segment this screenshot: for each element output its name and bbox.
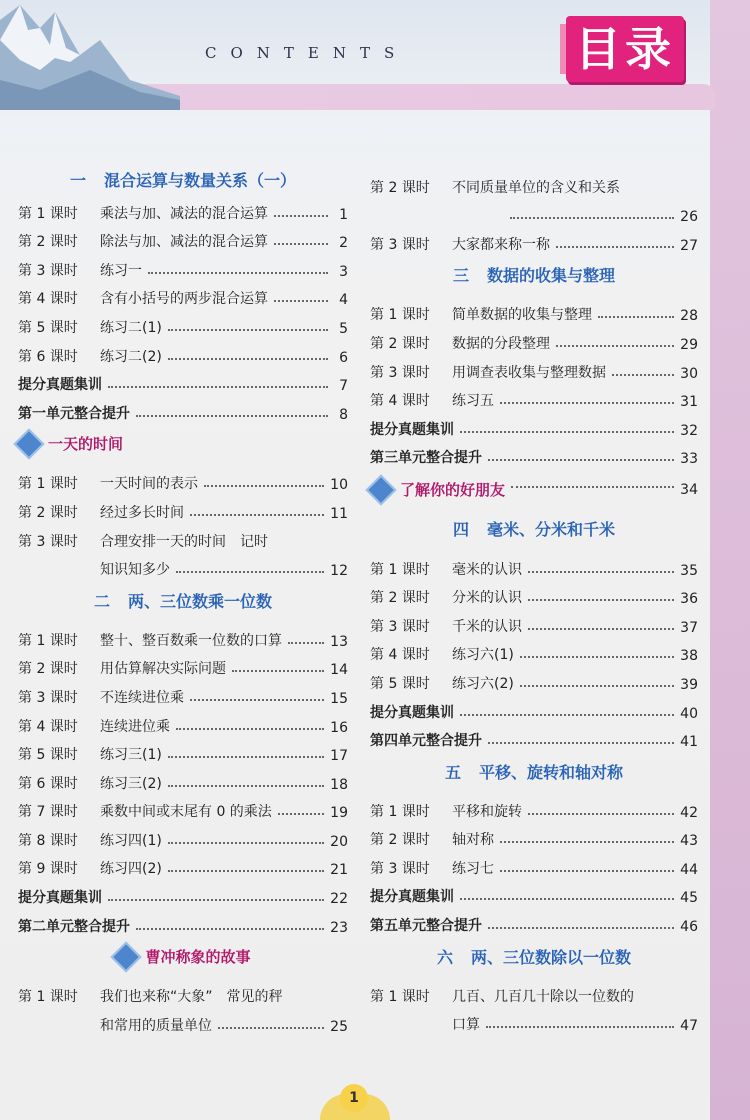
toc-entry[interactable]	[18, 223, 348, 252]
entry-title: 毫米的认识	[452, 561, 522, 578]
right-border-decoration	[710, 0, 750, 1120]
unit-title: 混合运算与数量关系（一）	[104, 171, 297, 190]
lesson-number: 第 1 课时	[370, 561, 430, 578]
page-ref: 36	[680, 591, 698, 608]
entry-title: 提分真题集训	[18, 890, 102, 907]
entry-title: 第四单元整合提升	[370, 733, 482, 750]
page-ref: 15	[330, 690, 348, 707]
page-ref: 26	[680, 209, 698, 226]
dot-leader	[460, 430, 674, 433]
unit-number: 二	[93, 591, 110, 611]
entry-title: 练习一	[100, 262, 142, 279]
unit-number: 五	[444, 762, 461, 782]
page-ref: 18	[330, 776, 348, 793]
entry-title: 平移和旋转	[452, 803, 522, 820]
toc-entry[interactable]	[370, 607, 698, 636]
dot-leader	[556, 344, 674, 347]
page-ref: 17	[330, 748, 348, 765]
unit-number: 一	[69, 171, 86, 190]
page-ref: 30	[680, 365, 698, 382]
dot-leader	[232, 669, 324, 672]
entry-title: 练习七	[452, 860, 494, 877]
toc-entry[interactable]	[18, 678, 348, 707]
dot-leader	[511, 485, 674, 488]
entry-title: 合理安排一天的时间 记时	[100, 533, 268, 550]
entry-title: 用估算解决实际问题	[100, 661, 226, 678]
toc-entry-continuation[interactable]	[18, 551, 348, 580]
dot-leader	[510, 216, 674, 219]
lesson-number: 第 5 课时	[370, 675, 430, 692]
toc-entry[interactable]	[370, 382, 698, 411]
page-ref: 2	[339, 235, 348, 252]
contents-heading: CONTENTS	[205, 44, 409, 62]
unit-heading	[18, 168, 348, 194]
lesson-number: 第 1 课时	[18, 205, 78, 222]
entry-title: 练习四(1)	[100, 832, 162, 849]
dot-leader	[168, 328, 328, 331]
page-ref: 27	[680, 237, 698, 254]
entry-title: 练习六(2)	[452, 675, 514, 692]
page-ref: 12	[330, 563, 348, 580]
entry-title: 分米的认识	[452, 590, 522, 607]
page-ref: 25	[330, 1018, 348, 1035]
page-ref: 40	[680, 705, 698, 722]
lesson-number: 第 2 课时	[18, 234, 78, 251]
toc-entry[interactable]	[18, 251, 348, 280]
toc-entry[interactable]	[370, 296, 698, 325]
lesson-number: 第 9 课时	[18, 861, 78, 878]
dot-leader	[500, 840, 674, 843]
lesson-number: 第 2 课时	[18, 661, 78, 678]
page-ref: 22	[330, 891, 348, 908]
toc-entry[interactable]	[370, 664, 698, 693]
dot-leader	[528, 570, 674, 573]
dot-leader	[274, 214, 328, 217]
toc-entry[interactable]	[18, 280, 348, 309]
dot-leader	[168, 841, 324, 844]
dot-leader	[148, 271, 328, 274]
dot-leader	[168, 784, 324, 787]
lesson-number: 第 1 课时	[18, 476, 78, 493]
entry-title: 千米的认识	[452, 618, 522, 635]
toc-entry[interactable]	[18, 878, 348, 907]
dot-leader	[168, 357, 328, 360]
entry-title: 练习二(2)	[100, 348, 162, 365]
dot-leader	[500, 401, 674, 404]
dot-leader	[488, 458, 674, 461]
lesson-number: 第 3 课时	[18, 262, 78, 279]
entry-title: 整十、整百数乘一位数的口算	[100, 632, 282, 649]
lesson-number: 第 8 课时	[18, 832, 78, 849]
entry-title: 乘法与加、减法的混合运算	[100, 205, 268, 222]
toc-entry[interactable]	[18, 621, 348, 650]
topic-title: 曹冲称象的故事	[145, 948, 251, 967]
lesson-number: 第 3 课时	[370, 364, 430, 381]
lesson-number: 第 3 课时	[370, 236, 430, 253]
entry-title: 知识知多少	[100, 562, 170, 579]
entry-title: 提分真题集训	[18, 377, 102, 394]
lesson-number: 第 4 课时	[370, 647, 430, 664]
entry-title: 提分真题集训	[370, 889, 454, 906]
entry-title: 大家都来称一称	[452, 236, 550, 253]
unit-title: 两、三位数除以一位数	[471, 947, 632, 967]
page-title: 目录	[566, 16, 684, 82]
page-ref: 35	[680, 562, 698, 579]
topic-title: 一天的时间	[48, 435, 124, 454]
lesson-number: 第 5 课时	[18, 747, 78, 764]
page-number: 1	[340, 1084, 368, 1112]
topic-heading[interactable]	[370, 475, 698, 504]
dot-leader	[274, 299, 328, 302]
dot-leader	[288, 641, 324, 644]
toc-entry[interactable]	[18, 907, 348, 936]
entry-title: 乘数中间或末尾有 0 的乘法	[100, 804, 272, 821]
page-ref: 13	[330, 633, 348, 650]
page-ref: 7	[339, 378, 348, 395]
page-ref: 21	[330, 862, 348, 879]
dot-leader	[528, 812, 674, 815]
entry-title: 不连续进位乘	[100, 689, 184, 706]
dot-leader	[528, 598, 674, 601]
page-ref: 31	[680, 394, 698, 411]
toc-entry-continuation[interactable]	[370, 1006, 698, 1035]
entry-title: 练习三(2)	[100, 775, 162, 792]
unit-heading	[370, 935, 698, 977]
entry-title: 提分真题集训	[370, 704, 454, 721]
toc-entry[interactable]	[370, 579, 698, 608]
lesson-number: 第 3 课时	[370, 860, 430, 877]
page-ref: 5	[339, 320, 348, 337]
page-ref: 4	[339, 292, 348, 309]
dot-leader	[528, 627, 674, 630]
page-ref: 16	[330, 719, 348, 736]
diamond-icon	[111, 941, 142, 972]
dot-leader	[612, 373, 674, 376]
page-ref: 38	[680, 648, 698, 665]
page-ref: 11	[330, 505, 348, 522]
dot-leader	[520, 655, 674, 658]
toc-entry[interactable]	[18, 650, 348, 679]
entry-title: 练习二(1)	[100, 319, 162, 336]
dot-leader	[108, 385, 328, 388]
dot-leader	[168, 869, 324, 872]
unit-number: 六	[436, 947, 453, 967]
dot-leader	[274, 242, 328, 245]
dot-leader	[486, 1025, 674, 1028]
lesson-number: 第 3 课时	[370, 618, 430, 635]
toc-entry[interactable]	[18, 764, 348, 793]
dot-leader	[278, 812, 324, 815]
dot-leader	[190, 513, 324, 516]
toc-entry[interactable]	[370, 550, 698, 579]
entry-title: 经过多长时间	[100, 504, 184, 521]
lesson-number: 第 4 课时	[18, 291, 78, 308]
unit-heading	[370, 508, 698, 550]
toc-entry[interactable]	[370, 792, 698, 821]
entry-title: 口算	[452, 1017, 480, 1034]
toc-entry-continuation[interactable]	[18, 1006, 348, 1035]
page-ref: 44	[680, 861, 698, 878]
page-ref: 8	[339, 406, 348, 423]
toc-entry[interactable]	[18, 366, 348, 395]
page-ref: 10	[330, 477, 348, 494]
lesson-number: 第 4 课时	[18, 718, 78, 735]
page-ref: 43	[680, 833, 698, 850]
page-ref: 39	[680, 676, 698, 693]
toc-entry[interactable]	[18, 337, 348, 366]
entry-title: 练习三(1)	[100, 747, 162, 764]
unit-heading	[18, 579, 348, 621]
dot-leader	[136, 414, 328, 417]
entry-title: 轴对称	[452, 832, 494, 849]
dot-leader	[136, 927, 324, 930]
lesson-number: 第 2 课时	[370, 590, 430, 607]
topic-heading[interactable]	[18, 936, 348, 978]
toc-entry[interactable]	[18, 493, 348, 522]
entry-title: 连续进位乘	[100, 718, 170, 735]
topic-title: 了解你的好朋友	[400, 481, 506, 500]
toc-entry[interactable]	[370, 849, 698, 878]
toc-entry[interactable]	[18, 194, 348, 223]
page-ref: 23	[330, 919, 348, 936]
lesson-number: 第 5 课时	[18, 319, 78, 336]
dot-leader	[190, 698, 324, 701]
toc-entry[interactable]	[18, 736, 348, 765]
toc-entry[interactable]	[370, 410, 698, 439]
dot-leader	[500, 869, 674, 872]
toc-entry[interactable]	[18, 978, 348, 1007]
toc-entry[interactable]	[370, 821, 698, 850]
page-ref: 34	[680, 481, 698, 498]
toc-entry[interactable]	[370, 977, 698, 1006]
toc-entry[interactable]	[370, 906, 698, 935]
entry-title: 练习六(1)	[452, 647, 514, 664]
lesson-number: 第 1 课时	[370, 803, 430, 820]
unit-title: 数据的收集与整理	[487, 266, 616, 286]
topic-heading[interactable]	[18, 423, 348, 465]
dot-leader	[520, 684, 674, 687]
dot-leader	[176, 727, 324, 730]
dot-leader	[598, 315, 674, 318]
toc-entry[interactable]	[370, 878, 698, 907]
page-ref: 3	[339, 263, 348, 280]
page-ref: 28	[680, 308, 698, 325]
toc-entry[interactable]	[18, 850, 348, 879]
lesson-number: 第 7 课时	[18, 804, 78, 821]
lesson-number: 第 2 课时	[370, 179, 430, 196]
page-ref: 42	[680, 804, 698, 821]
unit-title: 平移、旋转和轴对称	[479, 762, 624, 782]
page-ref: 45	[680, 890, 698, 907]
dot-leader	[108, 898, 324, 901]
toc-entry[interactable]	[370, 636, 698, 665]
toc-left-column	[18, 168, 348, 1035]
dot-leader	[176, 570, 324, 573]
entry-title: 第五单元整合提升	[370, 918, 482, 935]
toc-entry[interactable]	[370, 722, 698, 751]
toc-entry-continuation[interactable]	[370, 197, 698, 226]
page-ref: 41	[680, 734, 698, 751]
page-ref: 32	[680, 422, 698, 439]
unit-title: 毫米、分米和千米	[487, 520, 616, 540]
entry-title: 不同质量单位的含义和关系	[452, 179, 620, 196]
page-ref: 1	[339, 206, 348, 223]
lesson-number: 第 6 课时	[18, 775, 78, 792]
entry-title: 简单数据的收集与整理	[452, 307, 592, 324]
entry-title: 几百、几百几十除以一位数的	[452, 988, 634, 1005]
entry-title: 练习五	[452, 393, 494, 410]
lesson-number: 第 1 课时	[370, 988, 430, 1005]
toc-entry[interactable]	[18, 522, 348, 551]
dot-leader	[204, 484, 324, 487]
lesson-number: 第 6 课时	[18, 348, 78, 365]
toc-entry[interactable]	[18, 308, 348, 337]
dot-leader	[488, 741, 674, 744]
entry-title: 第二单元整合提升	[18, 918, 130, 935]
entry-title: 用调查表收集与整理数据	[452, 364, 606, 381]
lesson-number: 第 2 课时	[18, 504, 78, 521]
diamond-icon	[13, 428, 44, 459]
page-ref: 20	[330, 833, 348, 850]
toc-entry[interactable]	[18, 465, 348, 494]
dot-leader	[556, 245, 674, 248]
unit-heading	[370, 254, 698, 296]
toc-right-column	[370, 168, 698, 1034]
toc-entry[interactable]	[18, 821, 348, 850]
toc-entry[interactable]	[370, 168, 698, 197]
dot-leader	[168, 755, 324, 758]
toc-entry[interactable]	[370, 439, 698, 468]
lesson-number: 第 1 课时	[370, 307, 430, 324]
unit-title: 两、三位数乘一位数	[128, 591, 273, 611]
entry-title: 除法与加、减法的混合运算	[100, 234, 268, 251]
page-ref: 37	[680, 619, 698, 636]
dot-leader	[218, 1026, 324, 1029]
toc-entry[interactable]	[370, 693, 698, 722]
entry-title: 第一单元整合提升	[18, 405, 130, 422]
page-ref: 46	[680, 919, 698, 936]
entry-title: 和常用的质量单位	[100, 1017, 212, 1034]
toc-entry[interactable]	[18, 394, 348, 423]
lesson-number: 第 2 课时	[370, 832, 430, 849]
unit-heading	[370, 750, 698, 792]
lesson-number: 第 4 课时	[370, 393, 430, 410]
mountain-illustration	[0, 0, 180, 110]
toc-entry[interactable]	[18, 793, 348, 822]
toc-entry[interactable]	[18, 707, 348, 736]
entry-title: 数据的分段整理	[452, 335, 550, 352]
lesson-number: 第 2 课时	[370, 335, 430, 352]
page-ref: 29	[680, 336, 698, 353]
dot-leader	[488, 926, 674, 929]
lesson-number: 第 3 课时	[18, 533, 78, 550]
entry-title: 一天时间的表示	[100, 476, 198, 493]
toc-entry[interactable]	[370, 324, 698, 353]
entry-title: 提分真题集训	[370, 421, 454, 438]
entry-title: 练习四(2)	[100, 861, 162, 878]
diamond-icon	[365, 474, 396, 505]
toc-entry[interactable]	[370, 225, 698, 254]
dot-leader	[460, 897, 674, 900]
entry-title: 第三单元整合提升	[370, 450, 482, 467]
lesson-number: 第 3 课时	[18, 689, 78, 706]
dot-leader	[460, 713, 674, 716]
page-ref: 33	[680, 451, 698, 468]
page-ref: 14	[330, 662, 348, 679]
entry-title: 我们也来称“大象” 常见的秤	[100, 989, 283, 1006]
lesson-number: 第 1 课时	[18, 632, 78, 649]
page-ref: 19	[330, 805, 348, 822]
unit-number: 三	[452, 266, 469, 286]
lesson-number: 第 1 课时	[18, 989, 78, 1006]
toc-entry[interactable]	[370, 353, 698, 382]
page-ref: 47	[680, 1018, 698, 1035]
page-ref: 6	[339, 349, 348, 366]
unit-number: 四	[452, 520, 469, 540]
entry-title: 含有小括号的两步混合运算	[100, 291, 268, 308]
